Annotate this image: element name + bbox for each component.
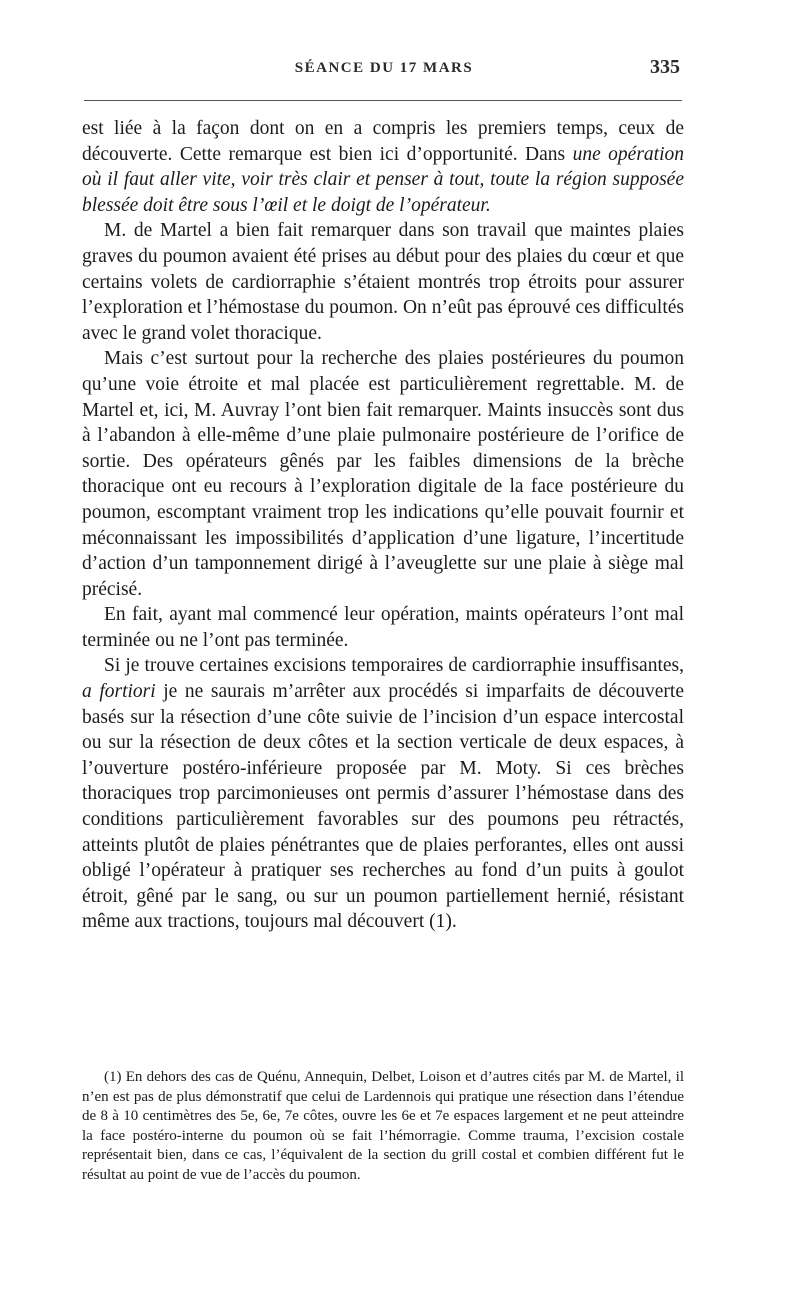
paragraph-5-italic: a fortiori [82, 681, 156, 703]
paragraph-1-italic: une opération où il faut aller vite, voir très clair et penser à tout, toute la région supposée blessée doit être sous l’œil et le doigt de l’opérateur. [82, 143, 685, 216]
paragraph-2: M. de Martel a bien fait remarquer dans son travail que maintes plaies graves du poumon avaient été prises au début pour des plaies du cœur et que certains volets de cardiorraphie s’étaient montrés trop étroits pour assurer l’exploration et l’hémostase du poumon. On n’eût pas éprouvé ces difficultés avec le grand volet thoracique. [82, 220, 684, 344]
paragraph-5 [82, 653, 684, 935]
footnote-1: (1) En dehors des cas de Quénu, Annequin, Delbet, Loison et d’autres cités par M. de Martel, il n’en est pas de plus démonstratif que celui de Lardennois qui pratique une résection dans l’étendue de 8 à 10 centimètres des 5e, 6e, 7e côtes, ouvre les 6e et 7e espaces largement et ne peut atteindre la face postéro-interne du poumon où se fait l’hémorragie. Comme trauma, l’excision costale représentait bien, dans ce cas, l’équivalent de la section du grill costal et combien différent fut le résultat au point de vue de l’accès du poumon. [82, 1069, 684, 1183]
page-header [84, 56, 684, 84]
paragraph-4: En fait, ayant mal commencé leur opération, maints opérateurs l’ont mal terminée ou ne l’ont pas terminée. [82, 604, 684, 651]
paragraph-5-text-b: je ne saurais m’arrêter aux procédés si imparfaits de découverte basés sur la résection d’une côte suivie de l’incision d’un espace intercostal ou sur la résection de deux côtes et la section verticale de deux espaces, à l’ouverture postéro-inférieure proposée par M. Moty. Si ces brèches thoraciques trop parcimonieuses ont permis d’assurer l’hémostase dans des conditions particulièrement favorables sur des poumons peu rétractés, atteints plutôt de plaies pénétrantes que de plaies perforantes, elles ont aussi obligé l’opérateur à pratiquer ses recherches au fond d’un puits à goulot étroit, gêné par le sang, ou sur un poumon partiellement hernié, résistant même aux tractions, toujours mal découvert (1). [82, 681, 684, 933]
main-text [82, 116, 684, 935]
paragraph-1-text: est liée à la façon dont on en a compris les premiers temps, ceux de découverte. Cette remarque est bien ici d’opportunité. Dans [82, 118, 684, 165]
page-number: 335 [650, 56, 680, 78]
paragraph-1 [82, 116, 684, 218]
footnotes [82, 1068, 684, 1186]
running-head: SÉANCE DU 17 MARS [294, 60, 474, 76]
paragraph-5-text-a: Si je trouve certaines excisions temporaires de cardiorraphie insuffisantes, [104, 655, 684, 677]
header-rule [84, 100, 682, 101]
paragraph-3: Mais c’est surtout pour la recherche des plaies postérieures du poumon qu’une voie étroite et mal placée est particulièrement regrettable. M. de Martel et, ici, M. Auvray l’ont bien fait remarquer. Maints insuccès sont dus à l’abandon à elle-même d’une plaie pulmonaire postérieure de l’orifice de sortie. Des opérateurs gênés par les faibles dimensions de la brèche thoracique ont eu recours à l’exploration digitale de la face postérieure du poumon, escomptant vraiment trop les indications qu’elle pouvait fournir et méconnaissant les impossibilités d’application d’une ligature, l’incertitude d’action d’un tamponnement dirigé à l’aveuglette sur une plaie à siège mal précisé. [82, 348, 684, 600]
